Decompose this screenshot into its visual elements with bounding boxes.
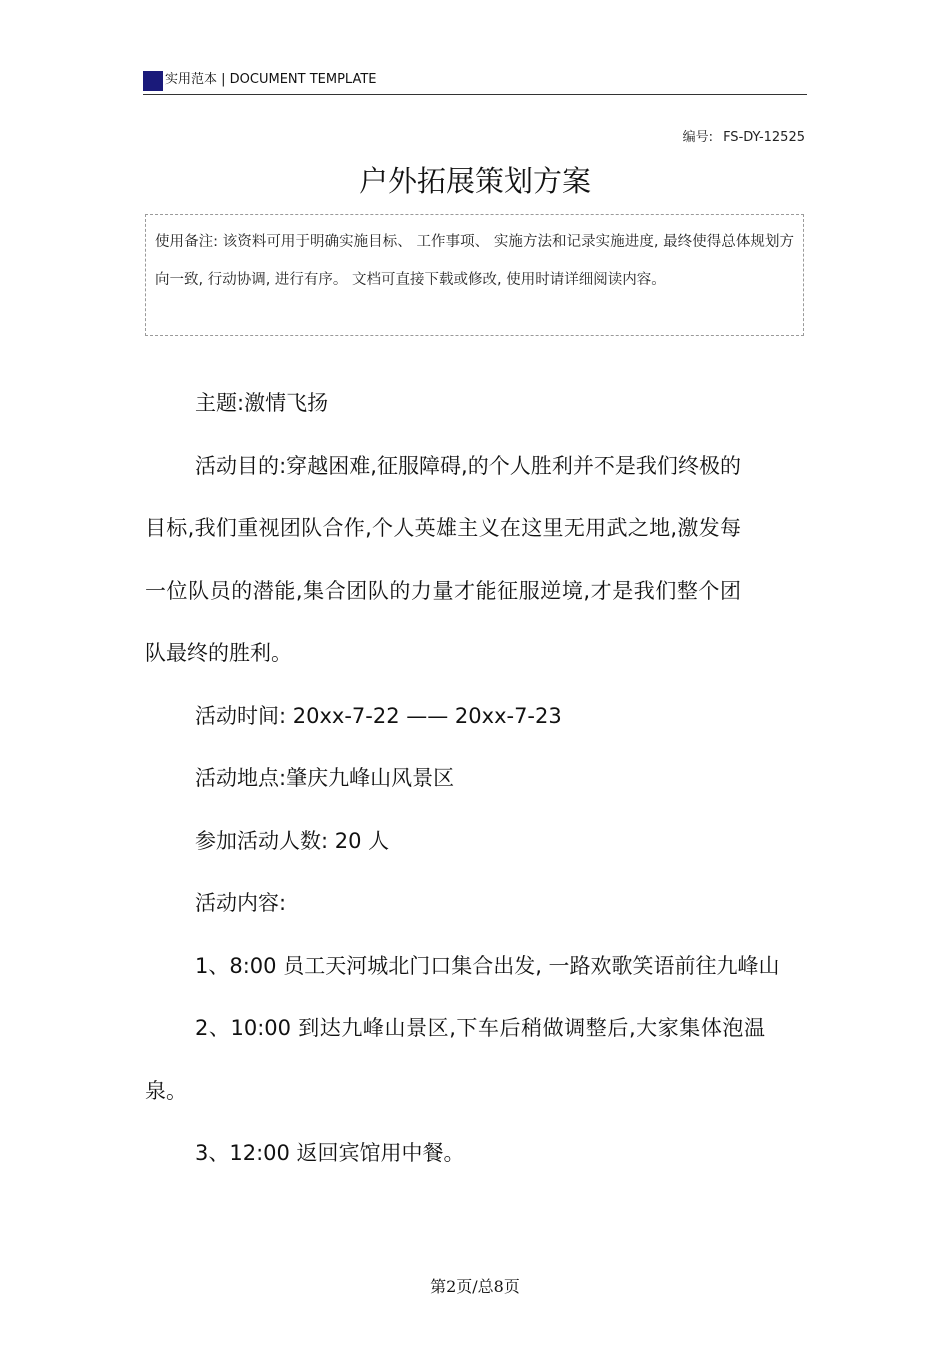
participants-line: 参加活动人数: 20 人 (195, 828, 390, 853)
schedule-item-1: 1、8:00 员工天河城北门口集合出发, 一路欢歌笑语前往九峰山 (195, 953, 780, 978)
document-number-value: FS-DY-12525 (723, 130, 805, 145)
logo-square-icon (143, 71, 163, 91)
usage-note-box: 使用备注: 该资料可用于明确实施目标、 工作事项、 实施方法和记录实施进度, 最终使得总体规划方向一致, 行动协调, 进行有序。 文档可直接下载或修改, 使用时请详细阅读内容。 (145, 214, 804, 336)
location-line: 活动地点:肇庆九峰山风景区 (195, 766, 455, 790)
schedule-item-3: 3、12:00 返回宾馆用中餐。 (195, 1141, 465, 1165)
theme-line: 主题:激情飞扬 (195, 391, 329, 415)
header-text: 实用范本 | DOCUMENT TEMPLATE (165, 72, 377, 87)
document-header (143, 68, 807, 95)
document-number (683, 126, 805, 145)
page-number-footer: 第2页/总8页 (430, 1277, 520, 1296)
content-label: 活动内容: (195, 891, 287, 915)
time-line: 活动时间: 20xx-7-22 —— 20xx-7-23 (195, 703, 562, 728)
document-body (145, 372, 805, 1185)
document-number-label: 编号: (682, 130, 714, 145)
schedule-item-2: 2、10:00 到达九峰山景区,下车后稍做调整后,大家集体泡温泉。 (145, 1016, 765, 1103)
page-title: 户外拓展策划方案 (358, 164, 591, 198)
purpose-paragraph: 活动目的:穿越困难,征服障碍,的个人胜利并不是我们终极的目标,我们重视团队合作,个人英雄主义在这里无用武之地,激发每一位队员的潜能,集合团队的力量才能征服逆境,才是我们整个团队最终的胜利。 (145, 453, 741, 665)
